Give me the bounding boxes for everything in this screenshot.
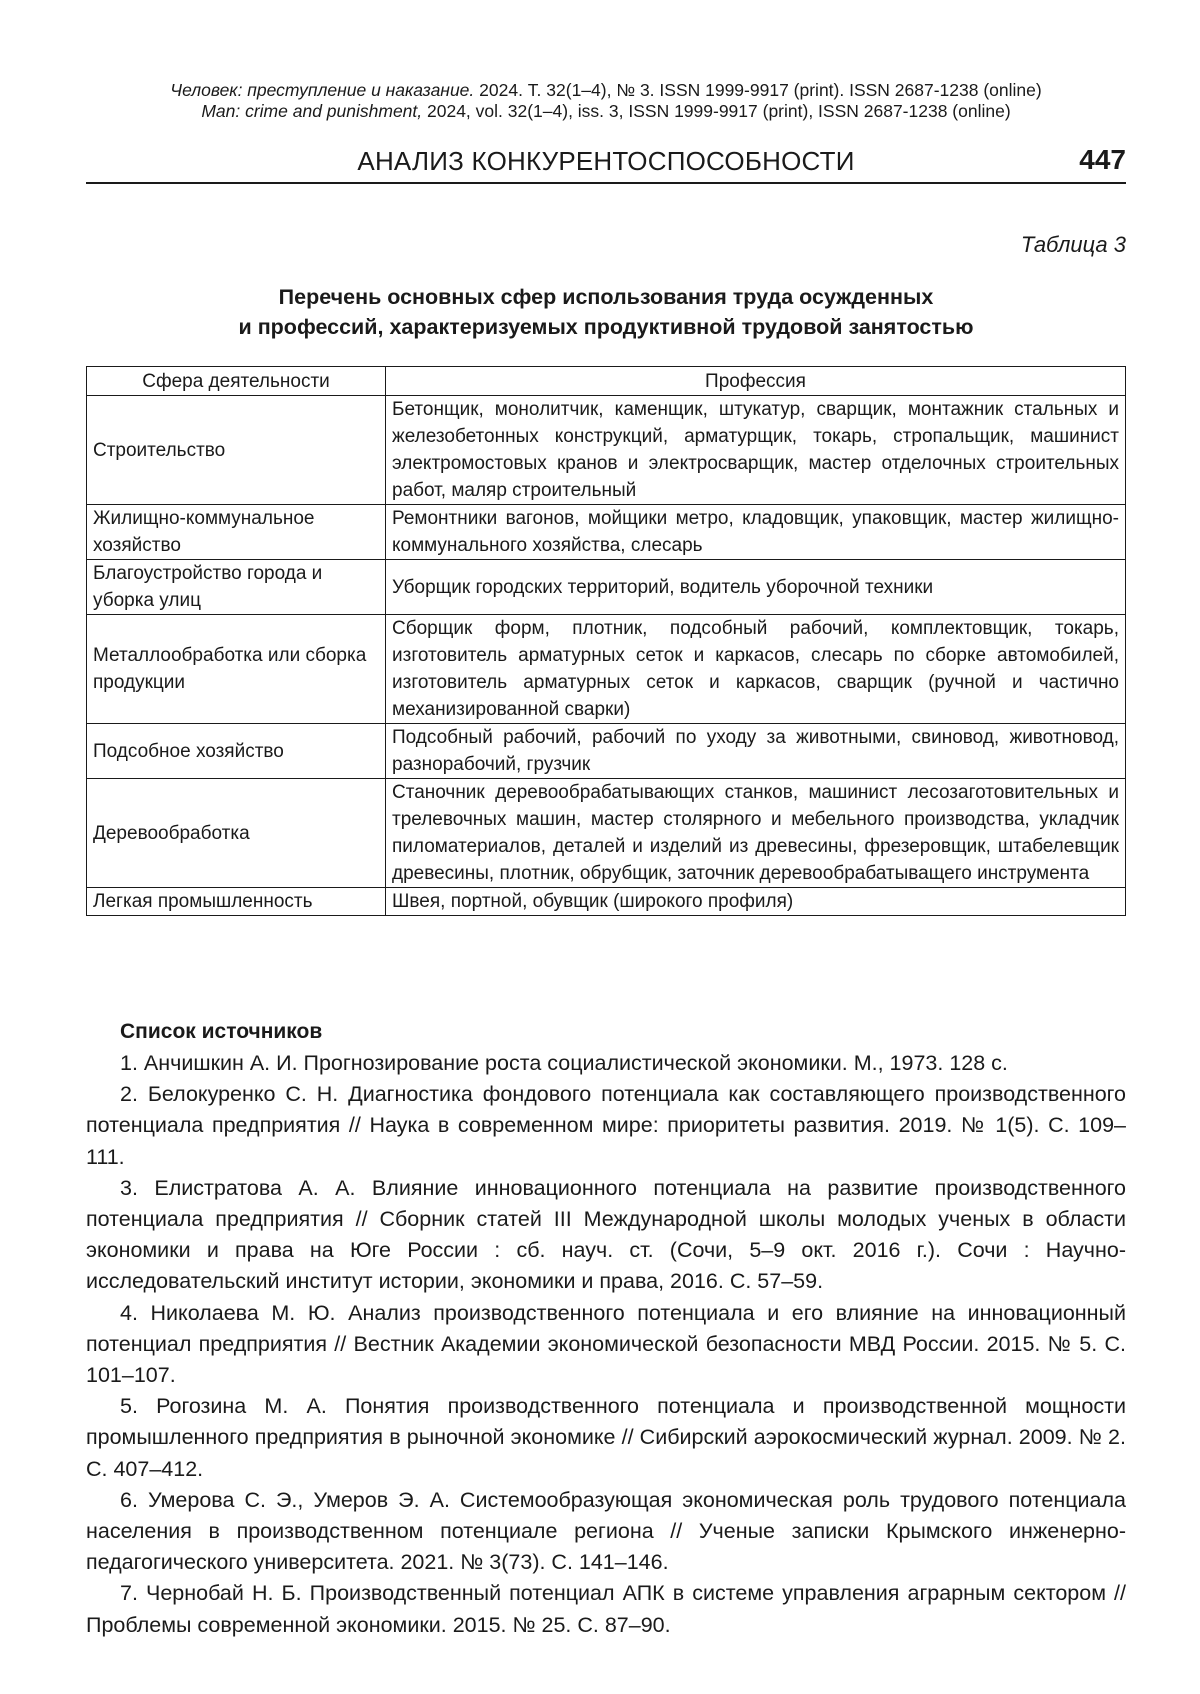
- table-row: [87, 724, 1126, 779]
- profession-cell: Ремонтники вагонов, мойщики метро, кладовщик, упаковщик, мастер жилищно-коммунального хозяйства, слесарь: [386, 505, 1126, 560]
- journal-title-en: Man: crime and punishment,: [201, 101, 423, 121]
- source-item: 5. Рогозина М. А. Понятия производственного потенциала и производственной мощности промышленного предприятия в рыночной экономике // Сибирский аэрокосмический журнал. 2009. № 2. С. 407–412.: [86, 1394, 1126, 1481]
- journal-meta-en: 2024, vol. 32(1–4), iss. 3, ISSN 1999-9917 (print), ISSN 2687-1238 (online): [422, 101, 1011, 121]
- sphere-cell: Жилищно-коммунальное хозяйство: [87, 505, 386, 560]
- profession-cell: Швея, портной, обувщик (широкого профиля): [386, 888, 1126, 916]
- profession-cell: Станочник деревообрабатывающих станков, машинист лесозаготовительных и трелевочных машин, мастер столярного и мебельного производства, укладчик пиломатериалов, деталей и изделий из древесины, фрезеровщик, штабелевщик древесины, плотник, обрубщик, заточник деревообрабатыващего инструмента: [386, 779, 1126, 888]
- journal-line-ru: [86, 80, 1126, 101]
- column-header-profession: Профессия: [386, 367, 1126, 396]
- journal-title-ru: Человек: преступление и наказание.: [170, 80, 475, 100]
- sphere-cell: Легкая промышленность: [87, 888, 386, 916]
- profession-cell: Сборщик форм, плотник, подсобный рабочий, комплектовщик, токарь, изготовитель арматурных сеток и каркасов, слесарь по сборке автомобилей, изготовитель арматурных сеток и каркасов, сварщик (ручной и частично механизированной сварки): [386, 615, 1126, 724]
- table-title-line-1: Перечень основных сфер использования труда осужденных: [278, 285, 934, 309]
- professions-table: [86, 366, 1126, 916]
- sources-section: [86, 1016, 1126, 1641]
- profession-cell: Бетонщик, монолитчик, каменщик, штукатур, сварщик, монтажник стальных и железобетонных конструкций, арматурщик, токарь, стропальщик, машинист электромостовых кранов и электросварщик, мастер отделочных строительных работ, маляр строительный: [386, 396, 1126, 505]
- sphere-cell: Подсобное хозяйство: [87, 724, 386, 779]
- column-header-sphere: Сфера деятельности: [87, 367, 386, 396]
- sphere-cell: Строительство: [87, 396, 386, 505]
- table-row: [87, 779, 1126, 888]
- journal-meta-ru: 2024. Т. 32(1–4), № 3. ISSN 1999-9917 (print). ISSN 2687-1238 (online): [474, 80, 1042, 100]
- sphere-cell: Благоустройство города и уборка улиц: [87, 560, 386, 615]
- running-title: АНАЛИЗ КОНКУРЕНТОСПОСОБНОСТИ: [357, 146, 855, 176]
- sphere-cell: Металлообработка или сборка продукции: [87, 615, 386, 724]
- table-row: [87, 505, 1126, 560]
- profession-cell: Подсобный рабочий, рабочий по уходу за животными, свиновод, животновод, разнорабочий, грузчик: [386, 724, 1126, 779]
- table-row: [87, 615, 1126, 724]
- table-title-line-2: и профессий, характеризуемых продуктивной трудовой занятостью: [238, 315, 974, 339]
- table-row: [87, 396, 1126, 505]
- source-item: 2. Белокуренко С. Н. Диагностика фондового потенциала как составляющего производственного потенциала предприятия // Наука в современном мире: приоритеты развития. 2019. № 1(5). С. 109–111.: [86, 1082, 1126, 1169]
- table-row: [87, 560, 1126, 615]
- table-header-row: [87, 367, 1126, 396]
- table-title: [86, 282, 1126, 342]
- sources-heading: Список источников: [120, 1020, 323, 1043]
- source-item: 6. Умерова С. Э., Умеров Э. А. Системообразующая экономическая роль трудового потенциала населения в производственном потенциале региона // Ученые записки Крымского инженерно-педагогического университета. 2021. № 3(73). С. 141–146.: [86, 1487, 1126, 1575]
- journal-line-en: [86, 101, 1126, 122]
- profession-cell: Уборщик городских территорий, водитель уборочной техники: [386, 560, 1126, 615]
- journal-header: [86, 80, 1126, 122]
- table-label: Таблица 3: [1020, 232, 1126, 257]
- page-number: 447: [1079, 144, 1126, 175]
- table-row: [87, 888, 1126, 916]
- sphere-cell: Деревообработка: [87, 779, 386, 888]
- source-item: 7. Чернобай Н. Б. Производственный потенциал АПК в системе управления аграрным сектором // Проблемы современной экономики. 2015. № 25. С. 87–90.: [86, 1581, 1126, 1637]
- running-head: [86, 142, 1126, 184]
- source-item: 1. Анчишкин А. И. Прогнозирование роста социалистической экономики. М., 1973. 128 с.: [120, 1051, 1008, 1075]
- source-item: 4. Николаева М. Ю. Анализ производственного потенциала и его влияние на инновационный потенциал предприятия // Вестник Академии экономической безопасности МВД России. 2015. № 5. С. 101–107.: [86, 1300, 1126, 1388]
- source-item: 3. Елистратова А. А. Влияние инновационного потенциала на развитие производственного потенциала предприятия // Сборник статей III Международной школы молодых ученых в области экономики и права на Юге России : сб. науч. ст. (Сочи, 5–9 окт. 2016 г.). Сочи : Научно-исследовательский институт истории, экономики и права, 2016. С. 57–59.: [86, 1175, 1126, 1294]
